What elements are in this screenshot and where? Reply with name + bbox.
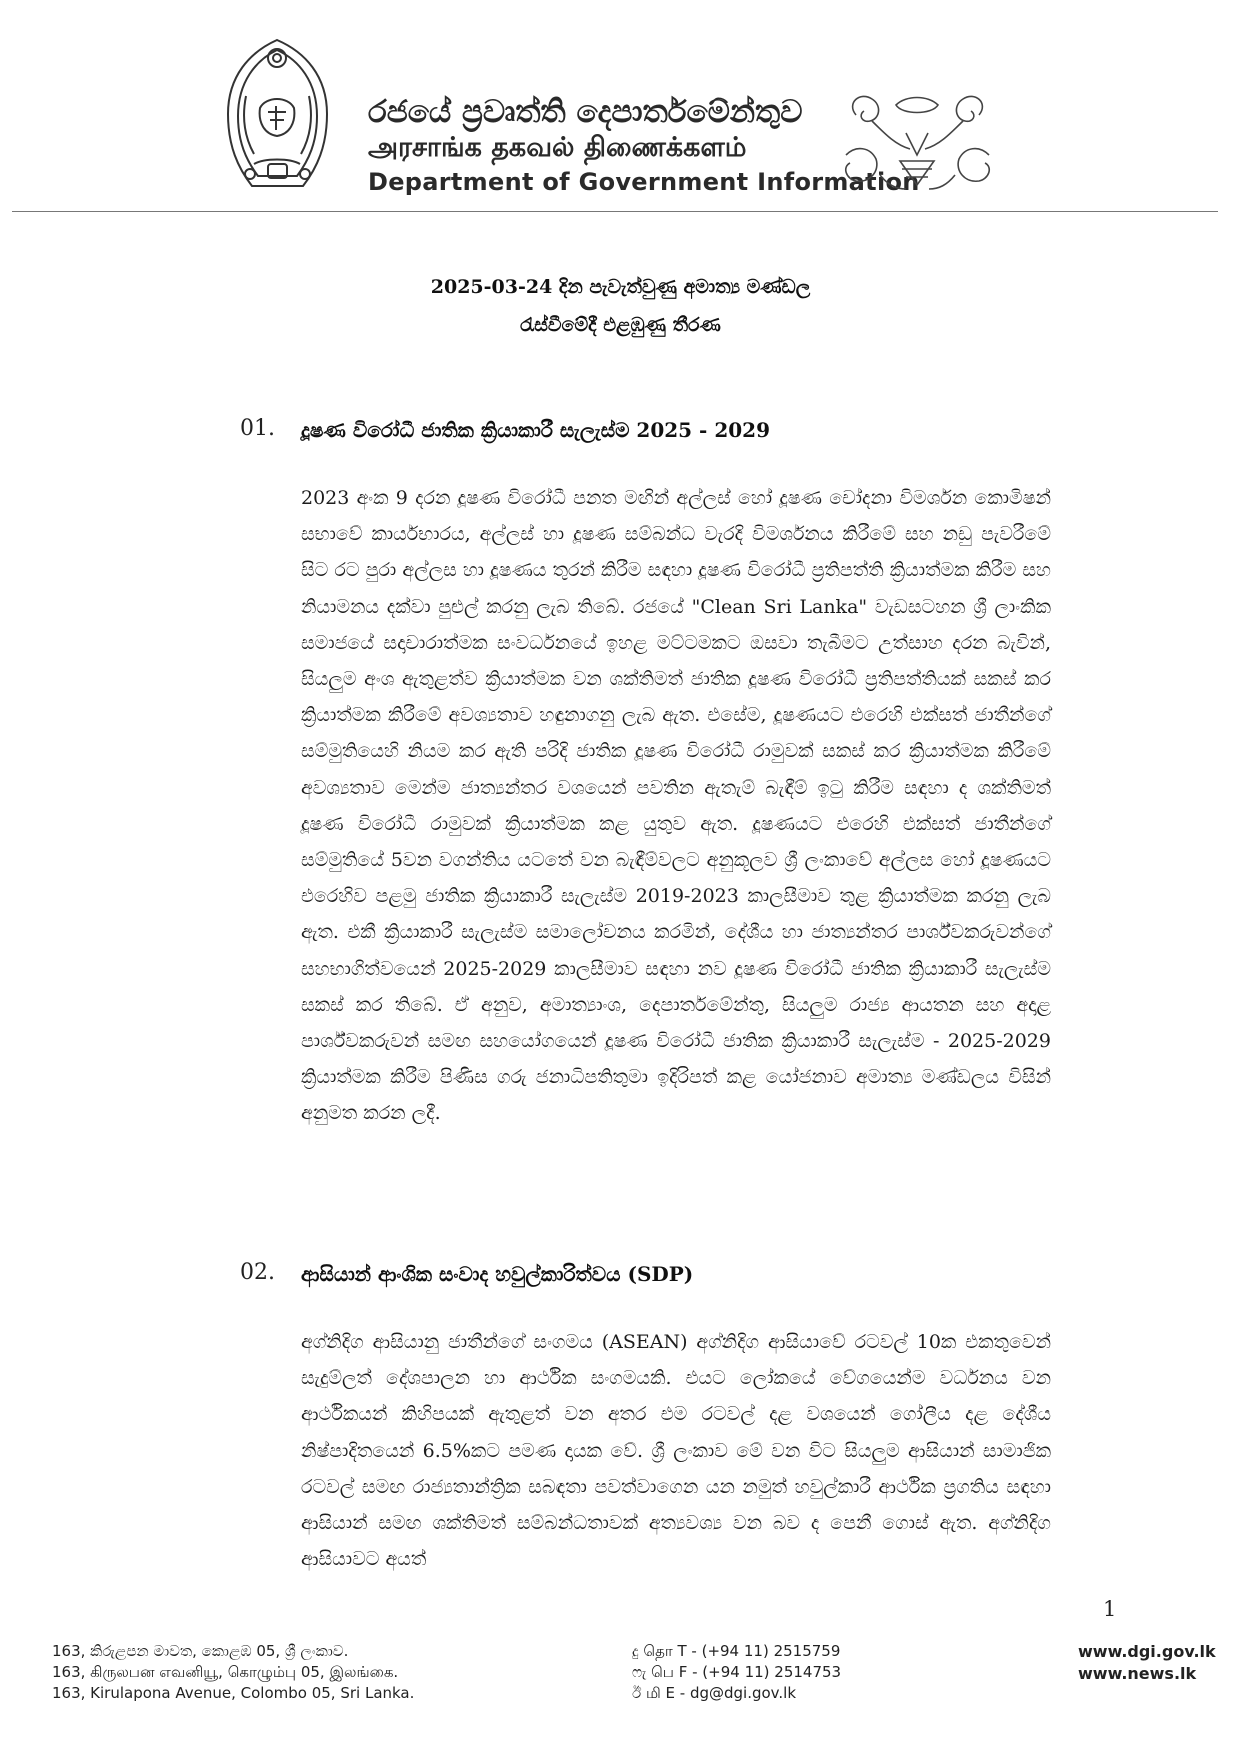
email-link[interactable]: ඊ மி E - dg@dgi.gov.lk [632, 1684, 797, 1702]
header-divider [12, 211, 1218, 212]
section-1-heading: දූෂණ විරෝධී ජාතික ක්‍රියාකාරී සැලැස්ම 2025 - 2029 [301, 418, 770, 442]
title-line-2: රැස්වීමේදී එළඹුණු තීරණ [520, 314, 721, 336]
address-sinhala: 163, කිරුළපන මාවත, කොළඹ 05, ශ්‍රී ලංකාව. [52, 1642, 349, 1660]
document-title [0, 268, 1241, 344]
dept-name-english: Department of Government Information [368, 168, 920, 196]
website-link-dgi[interactable]: www.dgi.gov.lk [1078, 1642, 1216, 1661]
footer-address [52, 1641, 414, 1704]
traditional-motif-logo [836, 85, 999, 195]
section-2-heading: ආසියාන් ආංශික සංවාද හවුල්කාරිත්වය (SDP) [301, 1262, 694, 1286]
footer-websites [1078, 1641, 1216, 1685]
national-emblem-logo [220, 36, 335, 194]
dept-name-sinhala: රජයේ ප්‍රවෘත්ති දෙපාර්තමේන්තුව [368, 94, 803, 130]
footer-contact [632, 1641, 841, 1704]
dept-name-tamil: அரசாங்க தகவல் திணைக்களம் [368, 132, 747, 163]
title-line-1: 2025-03-24 දින පැවැත්වුණු අමාත්‍ය මණ්ඩල [430, 276, 811, 298]
section-1-number: 01. [240, 416, 275, 441]
telephone: දු தொ T - (+94 11) 2515759 [632, 1642, 841, 1660]
section-2-number: 02. [240, 1260, 275, 1285]
website-link-news[interactable]: www.news.lk [1078, 1664, 1197, 1683]
address-tamil: 163, கிருலபன எவனியூ, கொழும்பு 05, இலங்கை. [52, 1663, 399, 1681]
page-number: 1 [1103, 1597, 1117, 1621]
fax: ෆැ பெ F - (+94 11) 2514753 [632, 1663, 842, 1681]
section-2-body: අග්නිදිග ආසියානු ජාතීන්ගේ සංගමය (ASEAN) අග්නිදිග ආසියාවේ රටවල් 10ක එකතුවෙන් සැදුම්ලත් දේශපාලන හා ආර්ථික සංගමයකි. එයට ලෝකයේ වේගයෙන්ම වර්ධනය වන ආර්ථිකයන් කිහිපයක් ඇතුළත් වන අතර එම රටවල් දළ වශයෙන් ගෝලීය දළ දේශීය නිෂ්පාදිතයෙන් 6.5%කට පමණ දායක වේ. ශ්‍රී ලංකාව මේ වන විට සියලුම ආසියාන් සාමාජික රටවල් සමඟ රාජ්‍යතාන්ත්‍රික සබඳතා පවත්වාගෙන යන නමුත් හවුල්කාරී ආර්ථික ප්‍රගතිය සඳහා ආසියාන් සමඟ ශක්තිමත් සම්බන්ධතාවක් අත්‍යවශ්‍ය වන බව ද පෙනී ගොස් ඇත. අග්නිදිග ආසියාවට අයත් [301, 1331, 1051, 1571]
section-1-body: 2023 අංක 9 දරන දූෂණ විරෝධී පනත මඟින් අල්ලස් හෝ දූෂණ චෝදනා විමර්ශන කොමිෂන් සභාවේ කාර්යභාරය, අල්ලස් හා දූෂණ සම්බන්ධ වැරදි විමර්ශනය කිරීමේ සහ නඩු පැවරීමේ සිට රට පුරා අල්ලස හා දූෂණය තුරන් කිරීම සඳහා දූෂණ විරෝධී ප්‍රතිපත්ති ක්‍රියාත්මක කිරීම සහ නියාමනය දක්වා පුළුල් කරනු ලැබ තිබේ. රජයේ "Clean Sri Lanka" වැඩසටහන ශ්‍රී ලාංකික සමාජයේ සදාචාරාත්මක සංවර්ධනයේ ඉහළ මට්ටමකට ඔසවා තැබීමට උත්සාහ දරන බැවින්, සියලුම අංශ ඇතුළත්ව ක්‍රියාත්මක වන ශක්තිමත් ජාතික දූෂණ විරෝධී ප්‍රතිපත්තියක් සකස් කර ක්‍රියාත්මක කිරීමේ අවශ්‍යතාව හඳුනාගනු ලැබ ඇත. එසේම, දූෂණයට එරෙහි එක්සත් ජාතීන්ගේ සම්මුතියෙහි නියම කර ඇති පරිදි ජාතික දූෂණ විරෝධී රාමුවක් සකස් කර ක්‍රියාත්මක කිරීමේ අවශ්‍යතාව මෙන්ම ජාත්‍යන්තර වශයෙන් පවතින ඇතැම් බැඳීම් ඉටු කිරීම සඳහා ද ශක්තිමත් දූෂණ විරෝධී රාමුවක් ක්‍රියාත්මක කළ යුතුව ඇත. දූෂණයට එරෙහි එක්සත් ජාතීන්ගේ සම්මුතියේ 5වන වගන්තිය යටතේ වන බැඳීම්වලට අනුකූලව ශ්‍රී ලංකාවේ අල්ලස හෝ දූෂණයට එරෙහිව පළමු ජාතික ක්‍රියාකාරී සැලැස්ම 2019-2023 කාලසීමාව තුළ ක්‍රියාත්මක කරනු ලැබ ඇත. එකී ක්‍රියාකාරී සැලැස්ම සමාලෝචනය කරමින්, දේශීය හා ජාත්‍යන්තර පාර්ශ්වකරුවන්ගේ සහභාගිත්වයෙන් 2025-2029 කාලසීමාව සඳහා නව දූෂණ විරෝධී ජාතික ක්‍රියාකාරී සැලැස්ම සකස් කර තිබේ. ඒ අනුව, අමාත්‍යාංශ, දෙපාර්තමේන්තු, සියලුම රාජ්‍ය ආයතන සහ අදාළ පාර්ශ්වකරුවන් සමඟ සහයෝගයෙන් දූෂණ විරෝධී ජාතික ක්‍රියාකාරී සැලැස්ම - 2025-2029 ක්‍රියාත්මක කිරීම පිණිස ගරු ජනාධිපතිතුමා ඉදිරිපත් කළ යෝජනාව අමාත්‍ය මණ්ඩලය විසින් අනුමත කරන ලදී. [301, 487, 1051, 1125]
department-name-block [368, 93, 920, 199]
address-english: 163, Kirulapona Avenue, Colombo 05, Sri Lanka. [52, 1684, 415, 1702]
